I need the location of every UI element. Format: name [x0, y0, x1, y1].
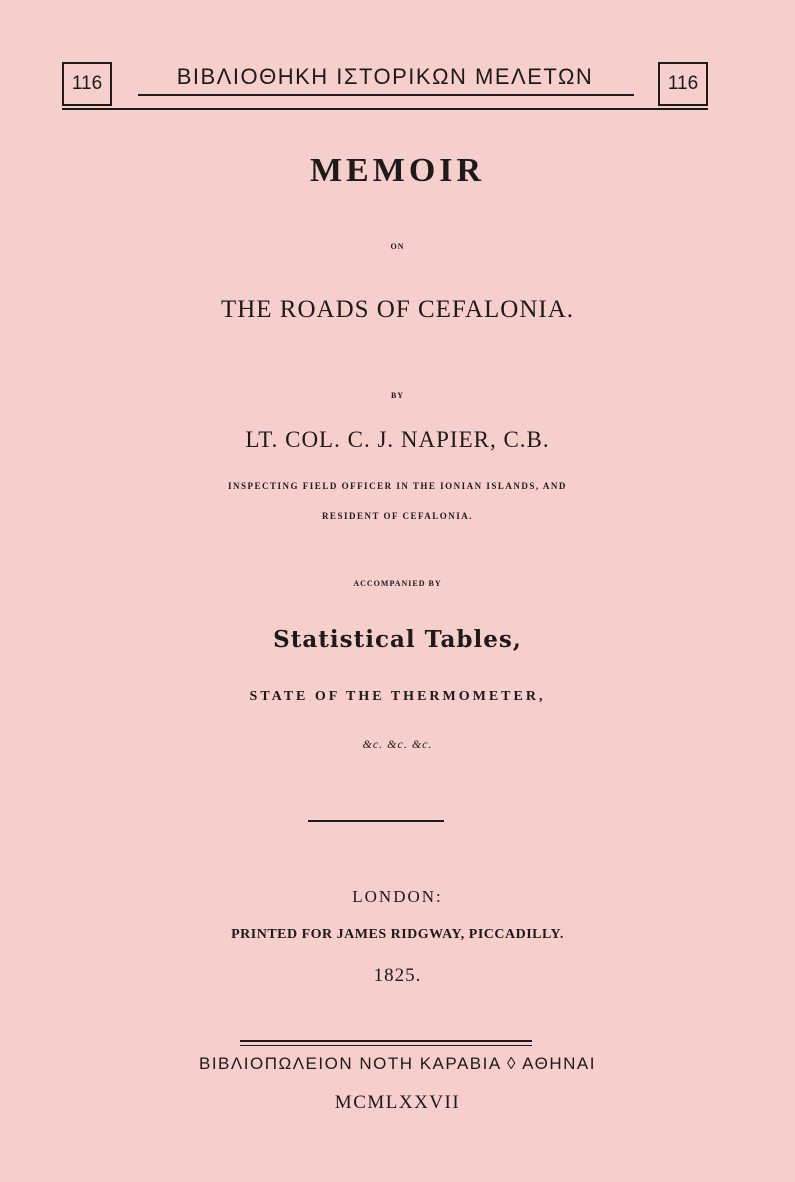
series-header [62, 58, 708, 112]
by-label: BY [390, 391, 405, 400]
divider-rule [308, 820, 444, 822]
series-title: ΒΙΒΛΙΟΘΗΚΗ ΙΣΤΟΡΙΚΩΝ ΜΕΛΕΤΩΝ [176, 64, 594, 89]
reprint-publisher: ΒΙΒΛΙΟΠΩΛΕΙΟΝ ΝΟΤΗ ΚΑΡΑΒΙΑ ◊ ΑΘΗΝΑΙ [199, 1054, 596, 1073]
imprint-year: 1825. [373, 965, 422, 986]
imprint-printer: PRINTED FOR JAMES RIDGWAY, PICCADILLY. [231, 927, 564, 942]
on-label: ON [390, 242, 405, 251]
reprint-year: MCMLXXVII [334, 1092, 461, 1113]
accompanied-by-label: ACCOMPANIED BY [353, 579, 442, 588]
subject-title: THE ROADS OF CEFALONIA. [220, 296, 575, 323]
thermometer-heading: STATE OF THE THERMOMETER, [249, 689, 546, 704]
footer-rule-thin [240, 1045, 532, 1046]
series-bottom-rule [62, 108, 708, 110]
footer-rule-thick [240, 1040, 532, 1042]
main-title: MEMOIR [309, 152, 486, 189]
series-number-left: 116 [62, 62, 112, 106]
author-office-line2: RESIDENT OF CEFALONIA. [321, 511, 474, 521]
etc-text: &c. &c. &c. [362, 737, 433, 751]
series-number-right: 116 [658, 62, 708, 106]
author-name: LT. COL. C. J. NAPIER, C.B. [245, 427, 550, 452]
series-title-underline [138, 94, 634, 96]
statistical-tables-heading: Statistical Tables, [273, 626, 522, 653]
imprint-city: LONDON: [352, 887, 443, 906]
author-office-line1: INSPECTING FIELD OFFICER IN THE IONIAN ISLANDS, AND [228, 481, 567, 491]
